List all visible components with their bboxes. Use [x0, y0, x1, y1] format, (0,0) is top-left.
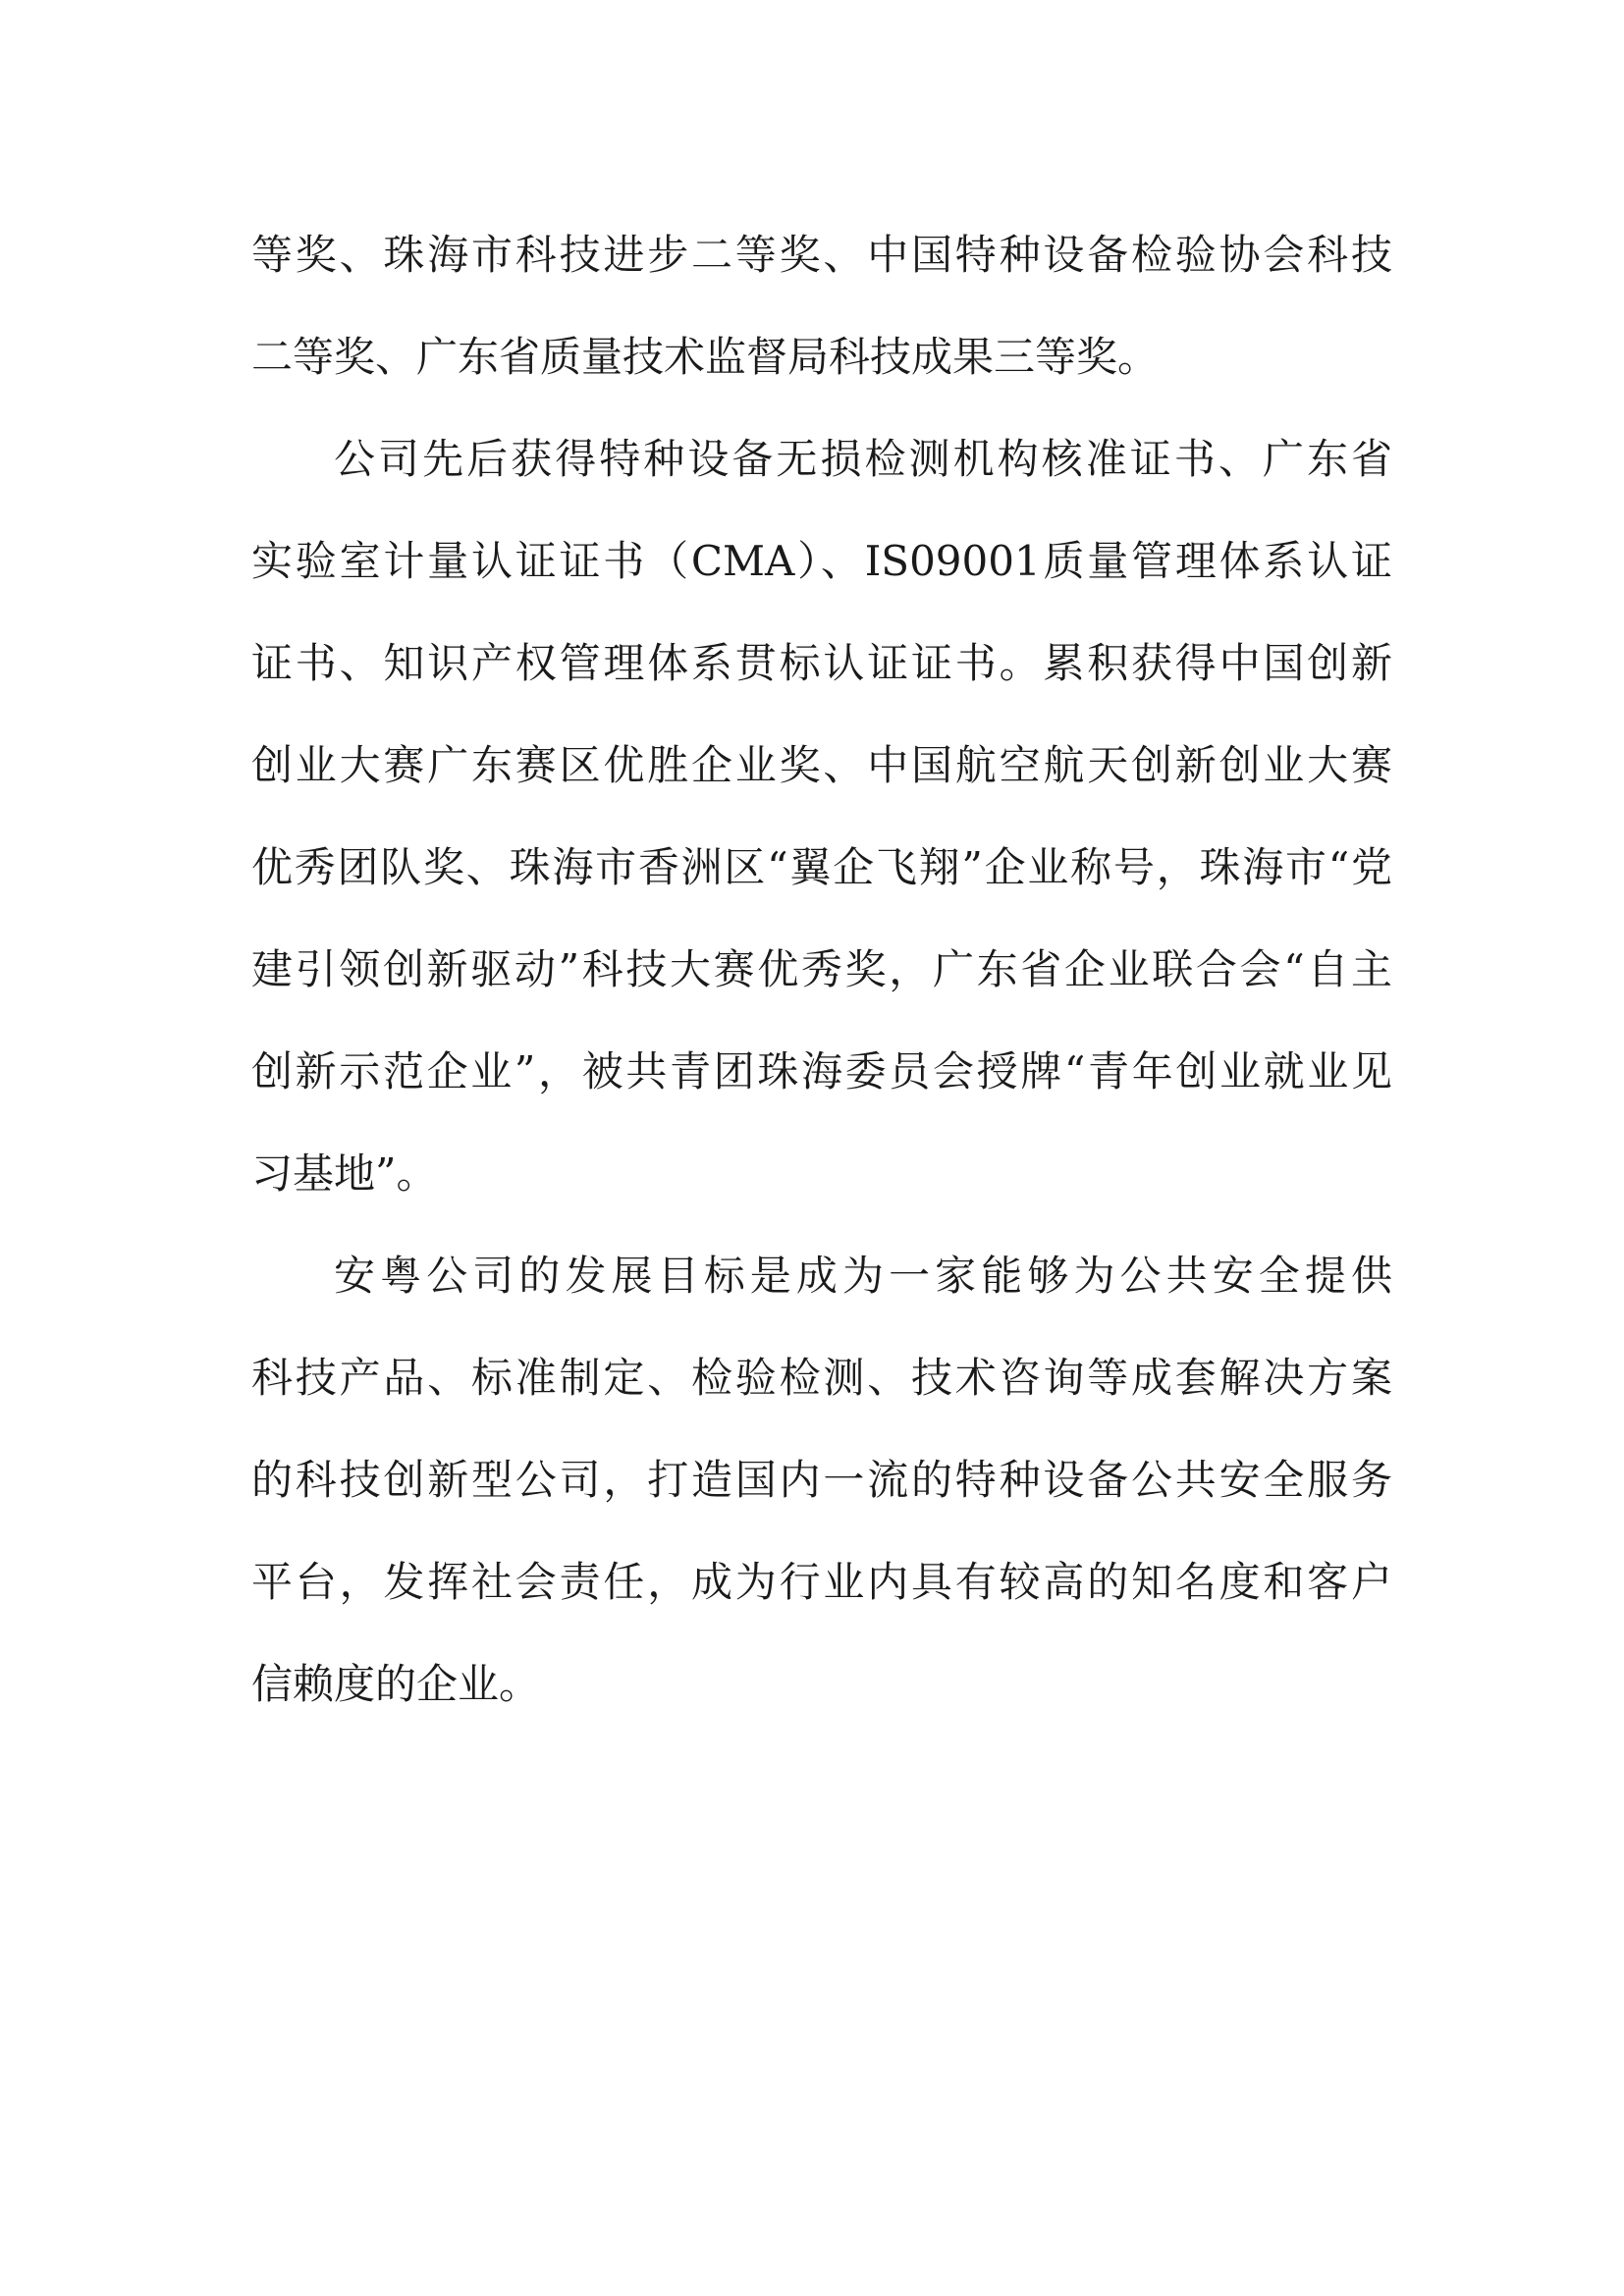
text-line: 建引领创新驱动”科技大赛优秀奖，广东省企业联合会“自主	[251, 945, 1392, 993]
text-line: 平台，发挥社会责任，成为行业内具有较高的知名度和客户	[251, 1558, 1392, 1606]
text-line: 信赖度的企业。	[251, 1660, 541, 1708]
text-line: 习基地”。	[251, 1149, 438, 1198]
text-line: 科技产品、标准制定、检验检测、技术咨询等成套解决方案	[251, 1354, 1392, 1402]
text-line: 等奖、珠海市科技进步二等奖、中国特种设备检验协会科技	[251, 231, 1392, 279]
text-line: 的科技创新型公司，打造国内一流的特种设备公共安全服务	[251, 1456, 1392, 1504]
paragraph-certifications	[251, 408, 1392, 1225]
text-line: 创业大赛广东赛区优胜企业奖、中国航空航天创新创业大赛	[251, 741, 1392, 789]
paragraph-development-goal	[251, 1225, 1392, 1735]
text-line: 二等奖、广东省质量技术监督局科技成果三等奖。	[251, 333, 1160, 381]
body-text	[251, 204, 1392, 1735]
paragraph-awards-continued	[251, 204, 1392, 408]
text-line: 证书、知识产权管理体系贯标认证证书。累积获得中国创新	[251, 639, 1392, 687]
text-line: 安粤公司的发展目标是成为一家能够为公共安全提供	[334, 1252, 1392, 1300]
text-line: 创新示范企业”，被共青团珠海委员会授牌“青年创业就业见	[251, 1047, 1392, 1095]
text-line: 优秀团队奖、珠海市香洲区“翼企飞翔”企业称号，珠海市“党	[251, 843, 1392, 891]
text-line: 公司先后获得特种设备无损检测机构核准证书、广东省	[334, 435, 1392, 483]
text-line: 实验室计量认证证书（CMA）、IS09001质量管理体系认证	[251, 537, 1392, 585]
